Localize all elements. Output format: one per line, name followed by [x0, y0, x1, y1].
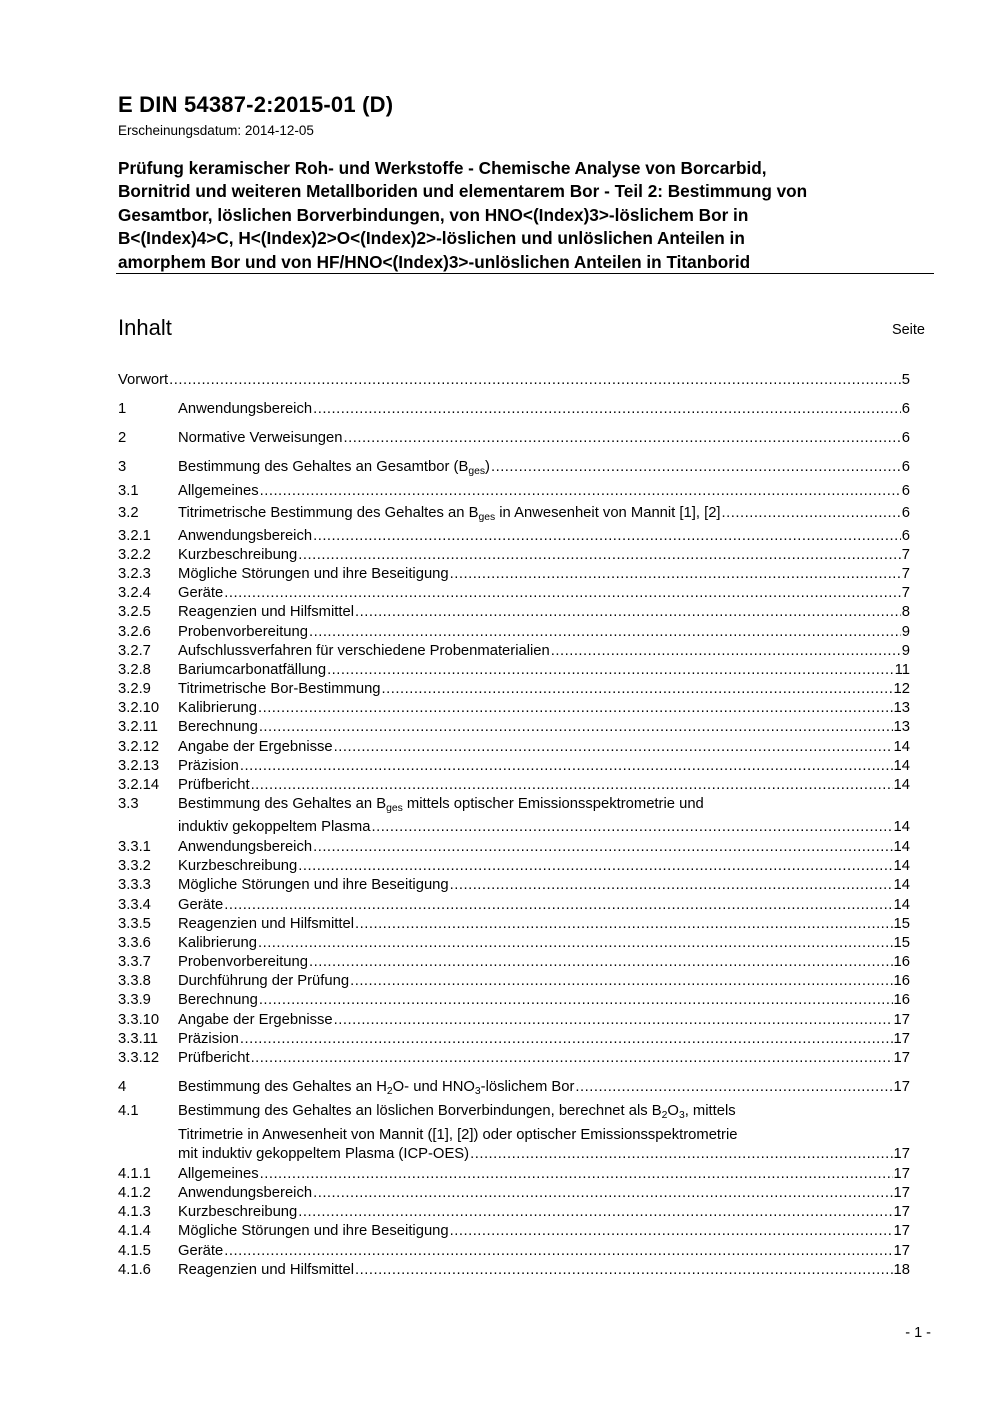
toc-entry[interactable]	[118, 371, 910, 390]
title-line: Gesamtbor, löslichen Borverbindungen, von HNO<(Index)3>-löslichem Bor in	[118, 204, 749, 225]
title-text: Durchführung der Prüfung	[178, 973, 350, 989]
title-text: , mittels	[684, 1103, 736, 1119]
title-text: O- und HNO	[392, 1079, 475, 1095]
title-text: Geräte	[178, 897, 224, 913]
toc-entry-page: 13	[893, 700, 910, 716]
toc-entry-title	[178, 642, 550, 661]
dot-leader	[350, 972, 892, 991]
toc-entry-page: 8	[901, 604, 910, 620]
title-text: Kalibrierung	[178, 700, 257, 716]
toc-entry-title	[178, 953, 308, 972]
page-column-label: Seite	[891, 322, 925, 338]
title-text: Reagenzien und Hilfsmittel	[178, 604, 355, 620]
toc-entry[interactable]	[118, 504, 910, 523]
title-text: Prüfbericht	[178, 777, 250, 793]
toc-entry-page: 14	[893, 758, 910, 774]
title-text: Titrimetrische Bor-Bestimmung	[178, 681, 381, 697]
toc-entry[interactable]	[118, 718, 910, 737]
toc-entry-page: 7	[901, 566, 910, 582]
title-text: Berechnung	[178, 992, 258, 1008]
toc-entry[interactable]	[118, 1145, 910, 1164]
toc-entry-title	[178, 1126, 738, 1145]
dot-leader	[371, 818, 892, 837]
title-line: Bornitrid und weiteren Metallboriden und elementarem Bor - Teil 2: Bestimmung von	[118, 181, 808, 202]
toc-entry-page: 16	[893, 954, 910, 970]
toc-entry-number: 3.2.14	[118, 777, 160, 793]
dot-leader	[259, 991, 893, 1010]
toc-entry-title	[178, 1078, 574, 1097]
toc-entry-number: 3.3.3	[118, 877, 151, 893]
dot-leader	[551, 642, 901, 661]
toc-entry-page: 17	[893, 1079, 910, 1095]
toc-entry-title	[178, 1145, 469, 1164]
title-text: Kurzbeschreibung	[178, 547, 298, 563]
toc-entry-number: 3.2.4	[118, 585, 151, 601]
dot-leader	[355, 603, 901, 622]
title-text: Anwendungsbereich	[178, 839, 313, 855]
title-text: Prüfbericht	[178, 1050, 250, 1066]
toc-entry-number: 3	[118, 459, 127, 475]
toc-entry-title	[178, 757, 239, 776]
toc-entry-title	[178, 584, 223, 603]
title-text: Allgemeines	[178, 483, 259, 499]
toc-entry-number: 3.2.3	[118, 566, 151, 582]
toc-entry-title	[178, 1184, 312, 1203]
toc-entry-number: 3.2.13	[118, 758, 160, 774]
dot-leader	[313, 1184, 892, 1203]
toc-entry-page: 17	[893, 1146, 910, 1162]
toc-entry-page: 14	[893, 877, 910, 893]
toc-entry-page: 14	[893, 858, 910, 874]
toc-entry-title	[178, 795, 704, 814]
toc-entry-page: 17	[893, 1031, 910, 1047]
toc-entry-number: 3.2.11	[118, 719, 159, 735]
dot-leader	[258, 934, 893, 953]
toc-entry-title	[178, 546, 297, 565]
title-text: Anwendungsbereich	[178, 401, 313, 417]
toc-entry-page: 17	[893, 1185, 910, 1201]
toc-entry[interactable]	[118, 991, 910, 1010]
dot-leader	[260, 1165, 893, 1184]
toc-entry[interactable]	[118, 482, 910, 501]
dot-leader	[240, 1030, 893, 1049]
toc-entry-number: 3.2.5	[118, 604, 151, 620]
toc-entry[interactable]	[118, 1242, 910, 1261]
title-text: Titrimetrische Bestimmung des Gehaltes an B	[178, 505, 479, 521]
title-text: Angabe der Ergebnisse	[178, 1012, 333, 1028]
toc-entry[interactable]	[118, 623, 910, 642]
title-text: Kurzbeschreibung	[178, 1204, 298, 1220]
title-text: Bestimmung des Gehaltes an H	[178, 1079, 387, 1095]
dot-leader	[450, 876, 893, 895]
toc-entry-page: 9	[901, 643, 910, 659]
toc-entry-title	[178, 934, 257, 953]
dot-leader	[298, 857, 892, 876]
document-id: E DIN 54387-2:2015-01 (D)	[118, 92, 394, 117]
toc-entry-page: 14	[893, 819, 910, 835]
toc-entry[interactable]	[118, 1078, 910, 1097]
toc-entry[interactable]	[118, 896, 910, 915]
toc-entry-title	[178, 1261, 354, 1280]
toc-entry-title	[178, 972, 349, 991]
toc-entry-page: 17	[893, 1166, 910, 1182]
toc-entry[interactable]	[118, 1030, 910, 1049]
toc-entry-number: 4.1.3	[118, 1204, 151, 1220]
toc-entry-page: 6	[901, 401, 910, 417]
dot-leader	[334, 738, 893, 757]
toc-entry-page: 16	[893, 992, 910, 1008]
toc-entry-title	[118, 371, 168, 390]
title-text: Angabe der Ergebnisse	[178, 739, 333, 755]
title-text: Kurzbeschreibung	[178, 858, 298, 874]
title-text: Anwendungsbereich	[178, 1185, 313, 1201]
toc-entry-title	[178, 565, 449, 584]
toc-entry-page: 6	[901, 459, 910, 475]
toc-entry-title	[178, 1165, 259, 1184]
dot-leader	[298, 1203, 892, 1222]
toc-entry[interactable]	[118, 458, 910, 477]
toc-entry-page: 7	[901, 585, 910, 601]
toc-entry-number: 4.1.2	[118, 1185, 151, 1201]
title-text: Anwendungsbereich	[178, 528, 313, 544]
toc-entry-title	[178, 1203, 297, 1222]
toc-entry-title	[178, 661, 326, 680]
toc-entry[interactable]	[118, 857, 910, 876]
dot-leader	[240, 757, 893, 776]
toc-entry-number: 3.3.2	[118, 858, 151, 874]
toc-entry[interactable]	[118, 1049, 910, 1068]
title-line: Prüfung keramischer Roh- und Werkstoffe - Chemische Analyse von Borcarbid,	[118, 158, 767, 178]
title-text: Titrimetrie in Anwesenheit von Mannit ([1], [2]) oder optischer Emissionsspektrometrie	[178, 1127, 738, 1143]
dot-leader	[313, 400, 901, 419]
dot-leader	[224, 584, 901, 603]
title-text: Bariumcarbonatfällung	[178, 662, 327, 678]
dot-leader	[313, 838, 892, 857]
toc-entry[interactable]	[118, 546, 910, 565]
dot-leader	[575, 1078, 892, 1097]
dot-leader	[355, 915, 893, 934]
toc-entry-title	[178, 482, 259, 501]
dot-leader	[224, 896, 892, 915]
toc-entry-page: 14	[893, 739, 910, 755]
toc-entry[interactable]	[118, 661, 910, 680]
subscript: 3	[678, 1110, 685, 1121]
title-line: amorphem Bor und von HF/HNO<(Index)3>-unlöslichen Anteilen in Titanborid	[118, 251, 751, 272]
toc-entry-title	[178, 527, 312, 546]
toc-entry-number: 3.3.10	[118, 1012, 160, 1028]
subscript: ges	[468, 466, 486, 477]
toc-entry[interactable]	[118, 1184, 910, 1203]
toc-entry[interactable]	[118, 757, 910, 776]
toc-entry-number: 3.2	[118, 505, 139, 521]
toc-entry-page: 6	[901, 430, 910, 446]
subscript: 3	[474, 1086, 481, 1097]
toc-entry-page: 17	[893, 1223, 910, 1239]
title-text: Normative Verweisungen	[178, 430, 343, 446]
dot-leader	[722, 504, 901, 523]
toc-entry-title	[178, 896, 223, 915]
dot-leader	[298, 546, 900, 565]
toc-entry-page: 17	[893, 1243, 910, 1259]
toc-entry-number: 4.1.4	[118, 1223, 151, 1239]
toc-entry[interactable]	[118, 1102, 910, 1121]
toc-entry[interactable]	[118, 795, 910, 814]
title-text: Reagenzien und Hilfsmittel	[178, 1262, 355, 1278]
title-text: Mögliche Störungen und ihre Beseitigung	[178, 1223, 449, 1239]
toc-entry-number: 2	[118, 430, 127, 446]
toc-entry-page: 12	[893, 681, 910, 697]
toc-entry-number: 3.3.1	[118, 839, 151, 855]
title-text: Präzision	[178, 758, 239, 774]
toc-entry-title	[178, 991, 258, 1010]
toc-entry[interactable]	[118, 527, 910, 546]
toc-entry-title	[178, 603, 354, 622]
toc-entry-number: 4.1.6	[118, 1262, 151, 1278]
title-text: Kalibrierung	[178, 935, 257, 951]
toc-entry[interactable]	[118, 1165, 910, 1184]
toc-entry-number: 3.2.8	[118, 662, 151, 678]
toc-entry-number: 3.3.4	[118, 897, 151, 913]
toc-entry[interactable]	[118, 1261, 910, 1280]
dot-leader	[251, 1049, 893, 1068]
toc-entry-page: 17	[893, 1050, 910, 1066]
dot-leader	[259, 718, 893, 737]
title-text: Probenvorbereitung	[178, 954, 308, 970]
toc-entry-number: 3.2.2	[118, 547, 151, 563]
document-title	[118, 157, 933, 274]
toc-entry-page: 6	[901, 528, 910, 544]
toc-entry-title	[178, 915, 354, 934]
toc-entry-page: 17	[893, 1012, 910, 1028]
title-text: Bestimmung des Gehaltes an löslichen Borverbindungen, berechnet als B	[178, 1103, 662, 1119]
dot-leader	[309, 953, 893, 972]
toc-entry[interactable]	[118, 953, 910, 972]
toc-entry-page: 14	[893, 777, 910, 793]
title-text: Geräte	[178, 1243, 224, 1259]
toc-entry-page: 14	[893, 839, 910, 855]
toc-entry-page: 16	[893, 973, 910, 989]
toc-entry-page: 11	[894, 662, 910, 678]
toc-entry-title	[178, 680, 381, 699]
toc-entry-title	[178, 818, 370, 837]
subscript: ges	[386, 803, 403, 814]
toc-entry[interactable]	[118, 565, 910, 584]
title-text: mit induktiv gekoppeltem Plasma (ICP-OES)	[178, 1146, 470, 1162]
toc-entry-page: 13	[893, 719, 910, 735]
dot-leader	[382, 680, 893, 699]
toc-entry-number: 3.3.5	[118, 916, 151, 932]
dot-leader	[470, 1145, 892, 1164]
dot-leader	[355, 1261, 893, 1280]
toc-entry-title	[178, 699, 257, 718]
toc-entry-title	[178, 1030, 239, 1049]
toc-entry[interactable]	[118, 699, 910, 718]
toc-entry[interactable]	[118, 642, 910, 661]
toc-entry-number: 3.3.11	[118, 1031, 159, 1047]
title-text: Mögliche Störungen und ihre Beseitigung	[178, 566, 449, 582]
title-text: Aufschlussverfahren für verschiedene Probenmaterialien	[178, 643, 550, 659]
toc-entry-title	[178, 1011, 333, 1030]
title-text: )	[485, 459, 490, 475]
toc-entry[interactable]	[118, 972, 910, 991]
title-text: Vorwort	[118, 372, 169, 388]
title-text: Bestimmung des Gehaltes an Gesamtbor (B	[178, 459, 469, 475]
title-text: O	[667, 1103, 679, 1119]
dot-leader	[313, 527, 901, 546]
dot-leader	[491, 458, 901, 477]
dot-leader	[450, 1222, 893, 1241]
toc-entry-number: 3.3.6	[118, 935, 151, 951]
toc-entry-number: 3.3.8	[118, 973, 151, 989]
toc-entry-page: 15	[893, 935, 910, 951]
dot-leader	[258, 699, 893, 718]
toc-entry[interactable]	[118, 915, 910, 934]
dot-leader	[344, 429, 901, 448]
toc-entry[interactable]	[118, 1126, 910, 1145]
toc-entry-title	[178, 504, 721, 523]
toc-entry-title	[178, 623, 308, 642]
toc-entry-number: 3.1	[118, 483, 139, 499]
title-text: induktiv gekoppeltem Plasma	[178, 819, 371, 835]
toc-entry-number: 3.2.10	[118, 700, 160, 716]
subscript: 2	[661, 1110, 668, 1121]
toc-entry-number: 3.3.9	[118, 992, 151, 1008]
toc-entry-page: 9	[901, 624, 910, 640]
title-text: Berechnung	[178, 719, 258, 735]
toc-entry-page: 6	[901, 505, 910, 521]
toc-entry-title	[178, 400, 312, 419]
toc-entry-number: 3.2.1	[118, 528, 151, 544]
toc-entry-title	[178, 1102, 736, 1121]
toc-entry-page: 5	[901, 372, 910, 388]
dot-leader	[309, 623, 901, 642]
toc-entry-number: 1	[118, 401, 127, 417]
title-text: Mögliche Störungen und ihre Beseitigung	[178, 877, 449, 893]
toc-entry-title	[178, 838, 312, 857]
toc-entry-title	[178, 1222, 449, 1241]
toc-entry[interactable]	[118, 876, 910, 895]
toc-entry-title	[178, 458, 490, 477]
dot-leader	[260, 482, 901, 501]
toc-entry-title	[178, 718, 258, 737]
toc-entry[interactable]	[118, 429, 910, 448]
toc-entry-title	[178, 1049, 250, 1068]
dot-leader	[169, 371, 901, 390]
publication-date: Erscheinungsdatum: 2014-12-05	[118, 123, 314, 138]
title-text: Präzision	[178, 1031, 239, 1047]
toc-entry-title	[178, 429, 343, 448]
title-line: B<(Index)4>C, H<(Index)2>O<(Index)2>-löslichen und unlöslichen Anteilen in	[118, 228, 745, 249]
toc-entry[interactable]	[118, 934, 910, 953]
toc-entry-page: 18	[893, 1262, 910, 1278]
toc-entry-title	[178, 738, 333, 757]
dot-leader	[334, 1011, 893, 1030]
toc-entry-title	[178, 1242, 223, 1261]
toc-entry[interactable]	[118, 738, 910, 757]
dot-leader	[224, 1242, 892, 1261]
title-text: Geräte	[178, 585, 224, 601]
toc-entry[interactable]	[118, 400, 910, 419]
dot-leader	[450, 565, 901, 584]
title-text: -löslichem Bor	[480, 1079, 575, 1095]
toc-entry[interactable]	[118, 584, 910, 603]
toc-entry[interactable]	[118, 1203, 910, 1222]
toc-heading: Inhalt	[118, 315, 172, 340]
dot-leader	[251, 776, 893, 795]
toc-entry-number: 3.3.12	[118, 1050, 160, 1066]
toc-entry-number: 3.3	[118, 796, 139, 812]
toc-entry-number: 3.2.12	[118, 739, 160, 755]
toc-entry[interactable]	[118, 680, 910, 699]
title-text: Probenvorbereitung	[178, 624, 308, 640]
toc-entry-title	[178, 857, 297, 876]
toc-entry-number: 3.2.9	[118, 681, 151, 697]
toc-entry-title	[178, 776, 250, 795]
title-divider	[116, 273, 934, 274]
toc-entry[interactable]	[118, 838, 910, 857]
toc-entry-number: 4.1	[118, 1103, 139, 1119]
toc-entry-title	[178, 876, 449, 895]
page-number: - 1 -	[905, 1325, 931, 1341]
toc-entry-page: 7	[901, 547, 910, 563]
toc-entry-page: 15	[893, 916, 910, 932]
toc-entry-page: 14	[893, 897, 910, 913]
subscript: ges	[478, 512, 496, 523]
toc-entry[interactable]	[118, 1222, 910, 1241]
title-text: Allgemeines	[178, 1166, 259, 1182]
subscript: 2	[386, 1086, 393, 1097]
dot-leader	[327, 661, 894, 680]
toc-entry-number: 4.1.1	[118, 1166, 151, 1182]
title-text: Reagenzien und Hilfsmittel	[178, 916, 355, 932]
toc-entry[interactable]	[118, 818, 910, 837]
toc-entry[interactable]	[118, 776, 910, 795]
toc-entry-number: 3.3.7	[118, 954, 151, 970]
toc-entry-page: 17	[893, 1204, 910, 1220]
toc-entry[interactable]	[118, 603, 910, 622]
toc-entry-page: 6	[901, 483, 910, 499]
toc-entry[interactable]	[118, 1011, 910, 1030]
title-text: mittels optischer Emissionsspektrometrie und	[402, 796, 704, 812]
toc-entry-number: 3.2.6	[118, 624, 151, 640]
title-text: in Anwesenheit von Mannit [1], [2]	[495, 505, 721, 521]
title-text: Bestimmung des Gehaltes an B	[178, 796, 387, 812]
toc-entry-number: 4	[118, 1079, 127, 1095]
toc-entry-number: 3.2.7	[118, 643, 151, 659]
toc-entry-number: 4.1.5	[118, 1243, 151, 1259]
